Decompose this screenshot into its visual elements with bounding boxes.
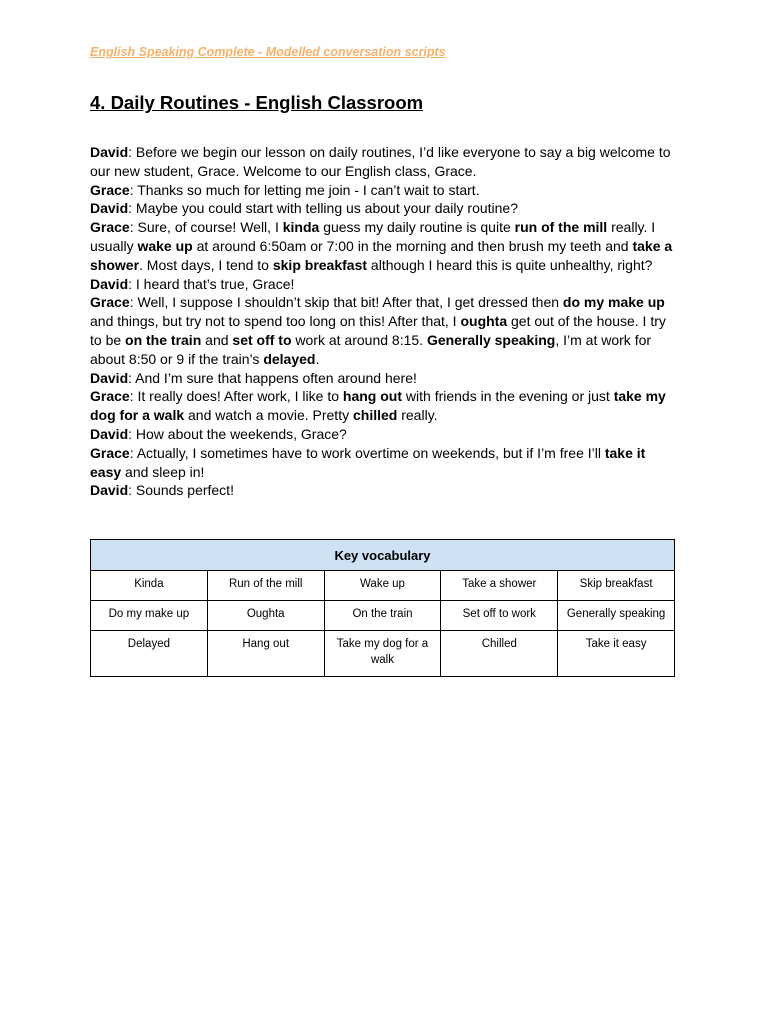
dialogue-line [90, 369, 680, 388]
dialogue-text: and [201, 331, 233, 348]
speaker-name: Grace [90, 181, 130, 198]
dialogue-text: get out of the house. I try to be [90, 313, 666, 348]
dialogue-text: : Maybe you could start with telling us about your daily routine? [128, 200, 519, 217]
dialogue-text: at around 6:50am or 7:00 in the morning and then brush my teeth and [192, 237, 633, 254]
speaker-name: Grace [90, 294, 130, 311]
dialogue-line [90, 425, 680, 444]
table-row [91, 601, 675, 631]
table-row [91, 631, 675, 677]
vocab-term: wake up [137, 237, 193, 254]
vocab-cell: Hang out [207, 631, 324, 677]
dialogue-text: . Most days, I tend to [139, 256, 273, 273]
dialogue-text: : I heard that’s true, Grace! [128, 275, 295, 292]
page-title: 4. Daily Routines - English Classroom [90, 92, 424, 113]
speaker-name: David [90, 144, 129, 160]
dialogue-line [90, 293, 680, 368]
dialogue-text: : And I’m sure that happens often around here! [128, 369, 417, 386]
speaker-name: Grace [90, 388, 130, 405]
dialogue-text: : Actually, I sometimes have to work overtime on weekends, but if I’m free I’ll [129, 444, 605, 461]
dialogue-text: : Before we begin our lesson on daily routines, I’d like everyone to say a big welcome to our new student, Grace. Welcome to our English class, Grace. [90, 144, 671, 179]
vocab-term: Generally speaking [426, 331, 556, 348]
vocab-term: take my dog for a walk [90, 388, 666, 424]
dialogue-text: : Sounds perfect! [128, 482, 234, 499]
vocab-cell: Delayed [91, 631, 208, 677]
dialogue-line [90, 218, 680, 274]
speaker-name: David [90, 425, 129, 442]
speaker-name: David [90, 200, 129, 217]
vocab-term: run of the mill [514, 219, 608, 236]
vocab-term: chilled [352, 407, 398, 424]
header-link[interactable]: English Speaking Complete - Modelled conversation scripts [90, 45, 446, 59]
dialogue-line [90, 275, 680, 294]
conversation-script [90, 143, 680, 500]
vocab-cell: Do my make up [91, 601, 208, 631]
dialogue-line [90, 199, 680, 218]
dialogue-text: really. I usually [90, 219, 656, 254]
dialogue-line [90, 444, 680, 482]
key-vocabulary-table [90, 539, 675, 677]
vocab-cell: Kinda [91, 571, 208, 601]
dialogue-line [90, 143, 680, 181]
vocab-term: set off to [232, 331, 292, 348]
dialogue-text: although I heard this is quite unhealthy, right? [367, 256, 653, 273]
vocab-cell: Oughta [207, 601, 324, 631]
dialogue-text: and watch a movie. Pretty [184, 407, 353, 424]
vocab-term: take it easy [90, 444, 646, 480]
dialogue-text: . [315, 350, 320, 367]
dialogue-text: : Well, I suppose I shouldn’t skip that bit! After that, I get dressed then [129, 294, 563, 311]
speaker-name: David [90, 369, 129, 386]
dialogue-text: really. [397, 407, 438, 424]
vocab-term: delayed [263, 350, 316, 367]
vocab-term: on the train [125, 331, 202, 348]
dialogue-text: guess my daily routine is quite [319, 219, 515, 236]
vocab-cell: Wake up [324, 571, 441, 601]
dialogue-line [90, 181, 680, 200]
vocab-term: oughta [460, 313, 508, 330]
table-heading: Key vocabulary [91, 540, 675, 571]
vocab-cell: Run of the mill [207, 571, 324, 601]
vocab-term: do my make up [562, 294, 665, 311]
dialogue-text: and things, but try not to spend too long on this! After that, I [90, 313, 461, 330]
dialogue-text: and sleep in! [121, 463, 205, 480]
vocab-term: take a shower [90, 237, 673, 273]
vocab-term: kinda [282, 219, 320, 236]
dialogue-text: : How about the weekends, Grace? [128, 425, 347, 442]
vocab-term: skip breakfast [272, 256, 368, 273]
vocab-term: hang out [342, 388, 403, 405]
vocab-cell: On the train [324, 601, 441, 631]
dialogue-line [90, 481, 680, 500]
dialogue-text: : Sure, of course! Well, I [129, 219, 283, 236]
dialogue-text: : Thanks so much for letting me join - I can’t wait to start. [129, 181, 480, 198]
speaker-name: Grace [90, 219, 130, 236]
dialogue-text: : It really does! After work, I like to [129, 388, 343, 405]
vocab-cell: Take a shower [441, 571, 558, 601]
speaker-name: David [90, 275, 129, 292]
vocab-cell: Take it easy [558, 631, 675, 677]
vocab-cell: Take my dog for a walk [324, 631, 441, 677]
dialogue-text: work at around 8:15. [291, 331, 427, 348]
dialogue-text: , I’m at work for about 8:50 or 9 if the train’s [90, 331, 652, 367]
dialogue-text: with friends in the evening or just [402, 388, 614, 405]
vocab-cell: Set off to work [441, 601, 558, 631]
dialogue-line [90, 387, 680, 425]
vocab-cell: Chilled [441, 631, 558, 677]
vocab-cell: Skip breakfast [558, 571, 675, 601]
table-row [91, 571, 675, 601]
speaker-name: David [90, 482, 129, 499]
vocab-cell: Generally speaking [558, 601, 675, 631]
speaker-name: Grace [90, 444, 130, 461]
